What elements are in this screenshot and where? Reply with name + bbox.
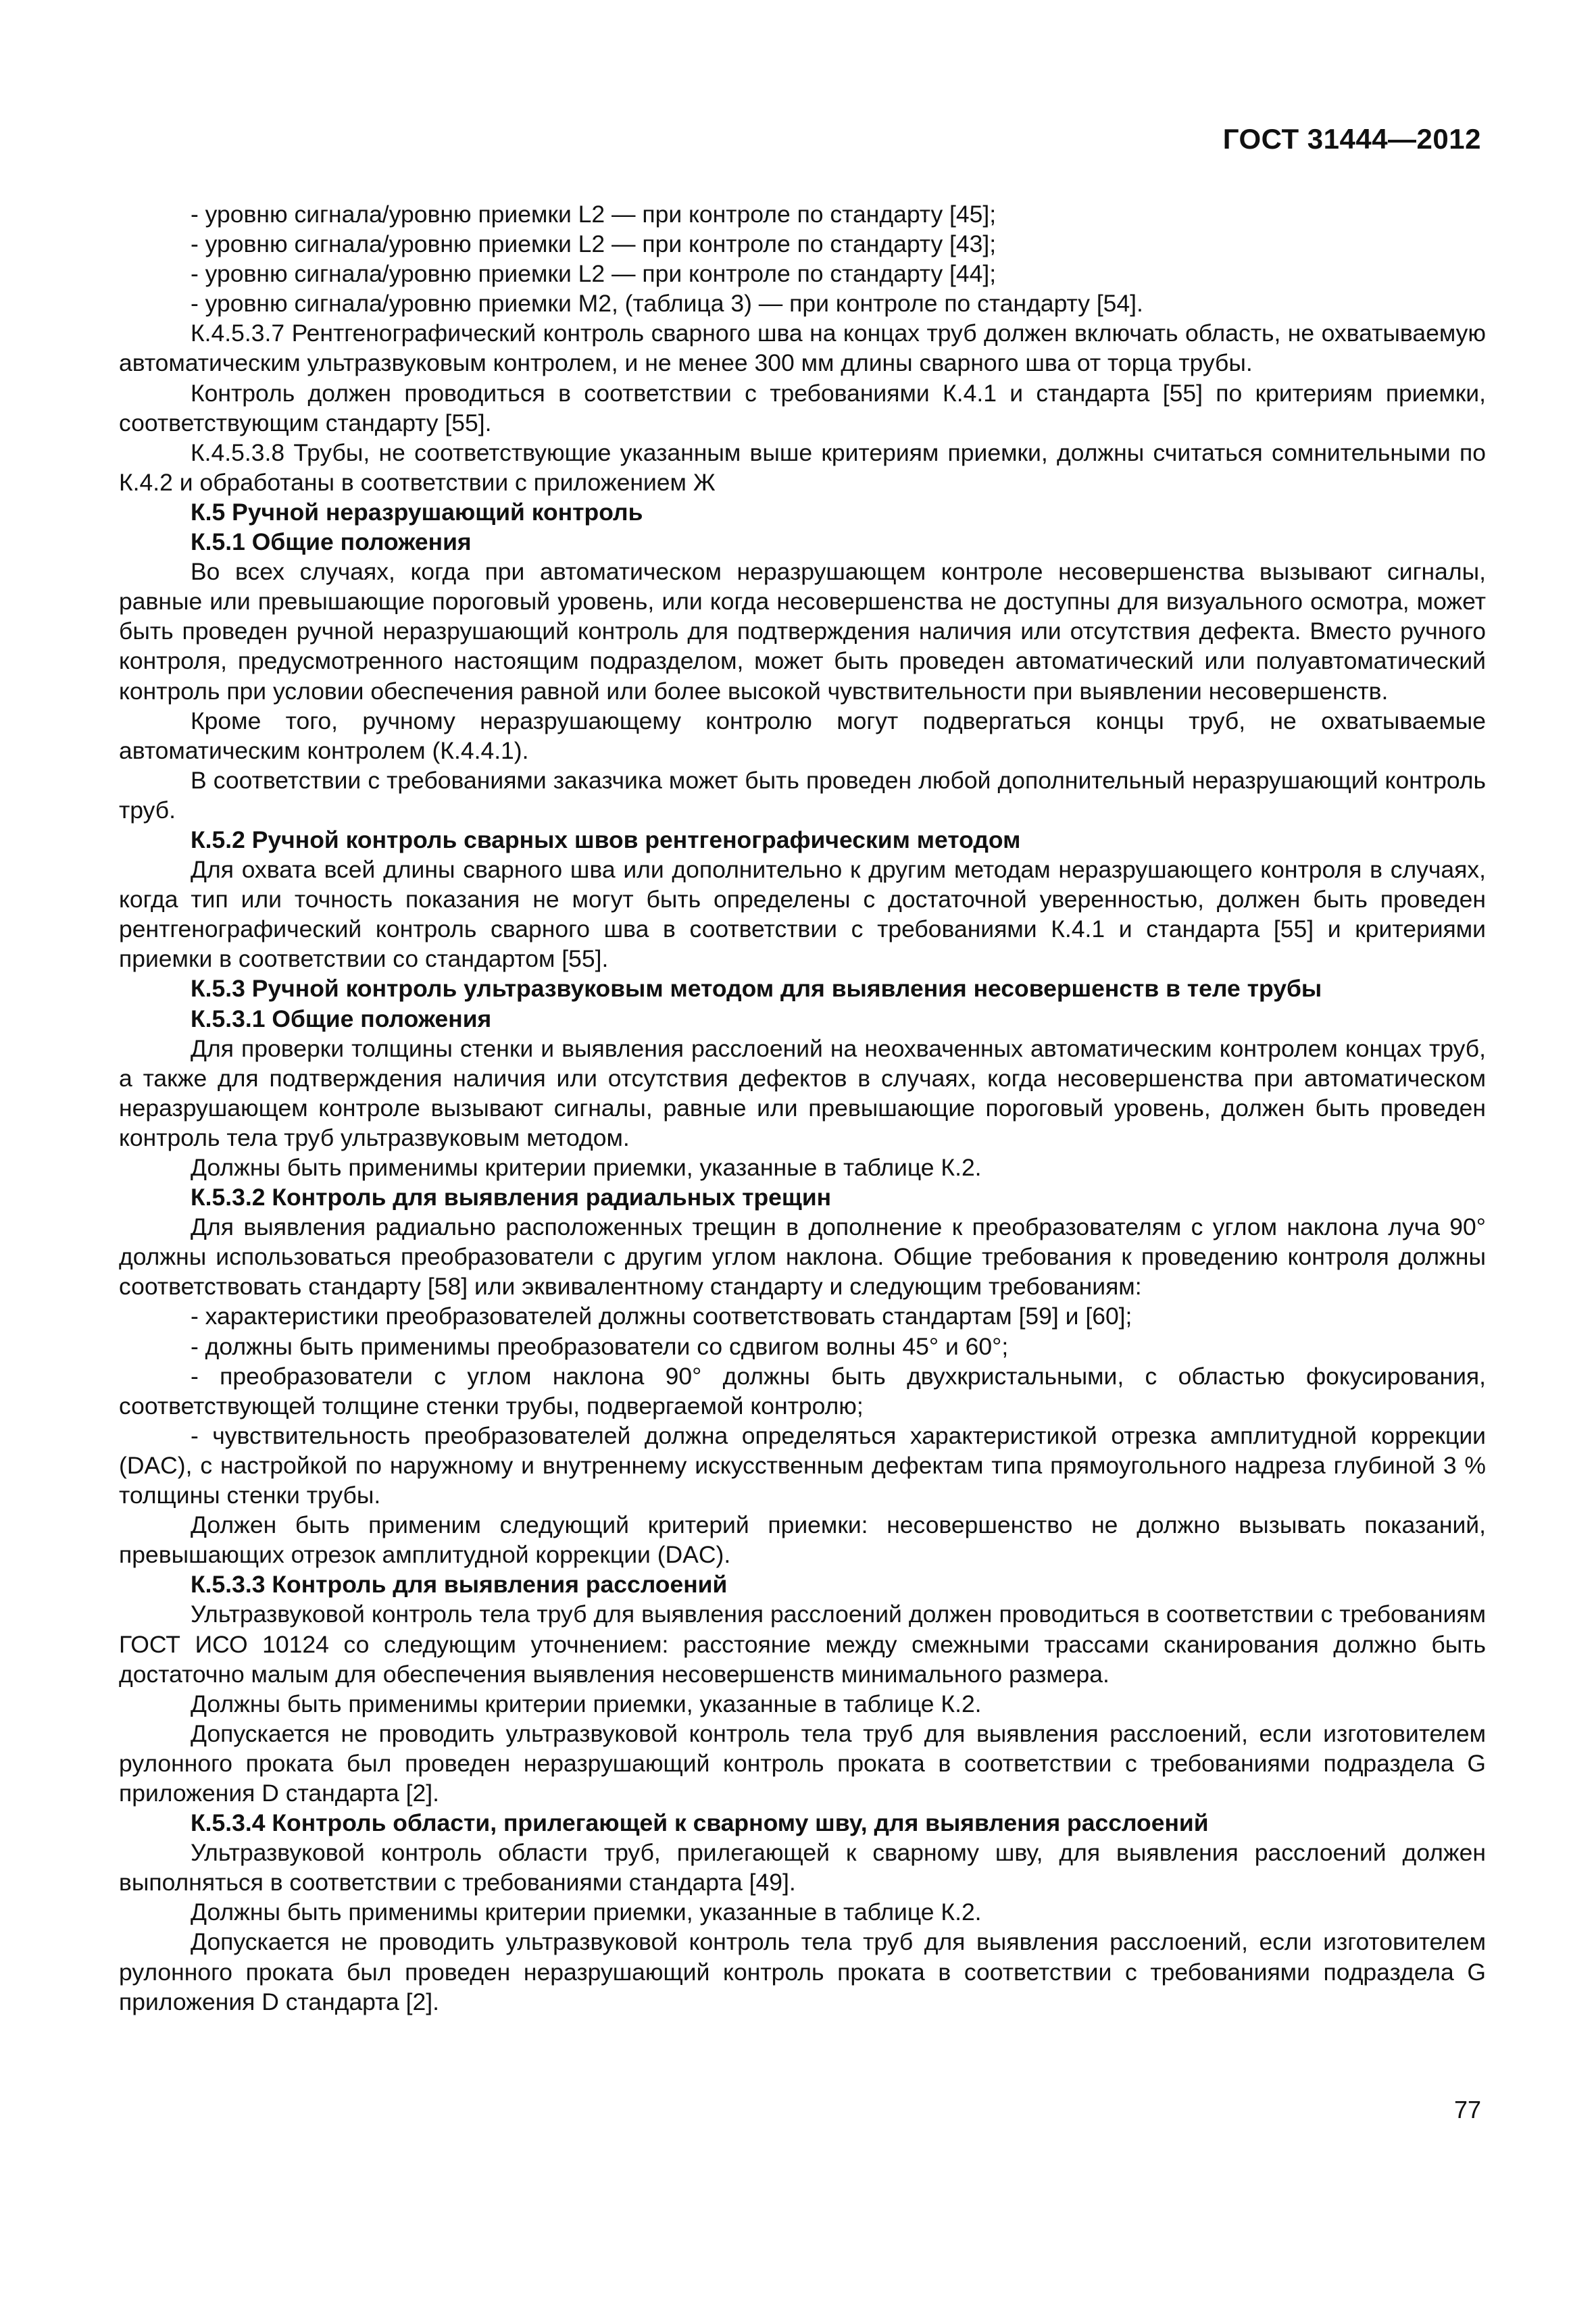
- paragraph: Должны быть применимы критерии приемки, указанные в таблице К.2.: [191, 1898, 982, 1926]
- page-number: 77: [1453, 2096, 1481, 2123]
- standard-designation: ГОСТ 31444—2012: [1222, 123, 1481, 155]
- paragraph: Кроме того, ручному неразрушающему контролю могут подвергаться концы труб, не охватываемые автоматическим контролем (К.4.4.1).: [119, 707, 1486, 764]
- paragraph: Во всех случаях, когда при автоматическом неразрушающем контроле несовершенства вызывают сигналы, равные или превышающие пороговый уровень, или когда несовершенства не доступны для визуального осмотра, может быть проведен ручной неразрушающий контроль для подтверждения наличия или отсутствия дефекта. Вместо ручного контроля, предусмотренного настоящим подразделом, может быть проведен автоматический или полуавтоматический контроль при условии обеспечения равной или более высокой чувствительности при выявлении несовершенств.: [119, 558, 1486, 705]
- paragraph: Должен быть применим следующий критерий приемки: несовершенство не должно вызывать показаний, превышающих отрезок амплитудной коррекции (DAC).: [119, 1511, 1486, 1569]
- list-item: - должны быть применимы преобразователи со сдвигом волны 45° и 60°;: [191, 1332, 1009, 1360]
- list-item: - чувствительность преобразователей должна определяться характеристикой отрезка амплитудной коррекции (DAC), с настройкой по наружному и внутреннему искусственным дефектам типа прямоугольного надреза глубиной 3 % толщины стенки трубы.: [119, 1422, 1486, 1509]
- section-heading: К.5.3.3 Контроль для выявления расслоений: [191, 1571, 728, 1599]
- list-item: - характеристики преобразователей должны соответствовать стандартам [59] и [60];: [191, 1303, 1132, 1330]
- paragraph: Должны быть применимы критерии приемки, указанные в таблице К.2.: [191, 1690, 982, 1717]
- document-body: [119, 199, 1486, 2017]
- paragraph: Должны быть применимы критерии приемки, указанные в таблице К.2.: [191, 1154, 982, 1181]
- section-heading: К.5.1 Общие положения: [191, 528, 472, 556]
- section-heading: К.5.2 Ручной контроль сварных швов рентгенографическим методом: [191, 826, 1021, 853]
- section-heading: К.5 Ручной неразрушающий контроль: [191, 498, 643, 526]
- section-heading: К.5.3.2 Контроль для выявления радиальных трещин: [191, 1184, 832, 1211]
- paragraph: Допускается не проводить ультразвуковой контроль тела труб для выявления расслоений, если изготовителем рулонного проката был проведен неразрушающий контроль проката в соответствии с требованиями подраздела G приложения D стандарта [2].: [119, 1719, 1486, 1807]
- list-item: - уровню сигнала/уровню приемки L2 — при контроле по стандарту [43];: [191, 230, 997, 258]
- paragraph: Контроль должен проводиться в соответствии с требованиями К.4.1 и стандарта [55] по критериям приемки, соответствующим стандарту [55].: [119, 379, 1486, 436]
- paragraph: К.4.5.3.8 Трубы, не соответствующие указанным выше критериям приемки, должны считаться сомнительными по К.4.2 и обработаны в соответствии с приложением Ж: [119, 438, 1486, 496]
- paragraph: Для выявления радиально расположенных трещин в дополнение к преобразователям с углом наклона луча 90° должны использоваться преобразователи с другим углом наклона. Общие требования к проведению контроля должны соответствовать стандарту [58] или эквивалентному стандарту и следующим требованиям:: [119, 1213, 1486, 1301]
- paragraph: Допускается не проводить ультразвуковой контроль тела труб для выявления расслоений, если изготовителем рулонного проката был проведен неразрушающий контроль проката в соответствии с требованиями подраздела G приложения D стандарта [2].: [119, 1928, 1486, 2015]
- paragraph: В соответствии с требованиями заказчика может быть проведен любой дополнительный неразрушающий контроль труб.: [119, 766, 1486, 824]
- paragraph: Для проверки толщины стенки и выявления расслоений на неохваченных автоматическим контролем концах труб, а также для подтверждения наличия или отсутствия дефектов в случаях, когда несовершенства при автоматическом неразрушающем контроле вызывают сигналы, равные или превышающие пороговый уровень, должен быть проведен контроль тела труб ультразвуковым методом.: [119, 1034, 1486, 1151]
- list-item: - уровню сигнала/уровню приемки L2 — при контроле по стандарту [44];: [191, 260, 997, 288]
- list-item: - преобразователи с углом наклона 90° должны быть двухкристальными, с областью фокусирования, соответствующей толщине стенки трубы, подвергаемой контролю;: [119, 1362, 1486, 1419]
- paragraph: Ультразвуковой контроль области труб, прилегающей к сварному шву, для выявления расслоений должен выполняться в соответствии с требованиями стандарта [49].: [119, 1839, 1486, 1896]
- paragraph: Ультразвуковой контроль тела труб для выявления расслоений должен проводиться в соответствии с требованиям ГОСТ ИСО 10124 со следующим уточнением: расстояние между смежными трассами сканирования должно быть достаточно малым для обеспечения выявления несовершенств минимального размера.: [119, 1601, 1486, 1688]
- section-heading: К.5.3 Ручной контроль ультразвуковым методом для выявления несовершенств в теле трубы: [191, 975, 1322, 1003]
- section-heading: К.5.3.1 Общие положения: [191, 1005, 492, 1032]
- paragraph: Для охвата всей длины сварного шва или дополнительно к другим методам неразрушающего контроля в случаях, когда тип или точность показания не могут быть определены с достаточной уверенностью, должен быть проведен рентгенографический контроль сварного шва в соответствии с требованиями К.4.1 и стандарта [55] и критериями приемки в соответствии со стандартом [55].: [119, 856, 1486, 973]
- list-item: - уровню сигнала/уровню приемки L2 — при контроле по стандарту [45];: [191, 201, 997, 228]
- section-heading: К.5.3.4 Контроль области, прилегающей к сварному шву, для выявления расслоений: [191, 1809, 1209, 1837]
- paragraph: К.4.5.3.7 Рентгенографический контроль сварного шва на концах труб должен включать область, не охватываемую автоматическим ультразвуковым контролем, и не менее 300 мм длины сварного шва от торца трубы.: [119, 320, 1486, 377]
- list-item: - уровню сигнала/уровню приемки М2, (таблица 3) — при контроле по стандарту [54].: [191, 290, 1143, 318]
